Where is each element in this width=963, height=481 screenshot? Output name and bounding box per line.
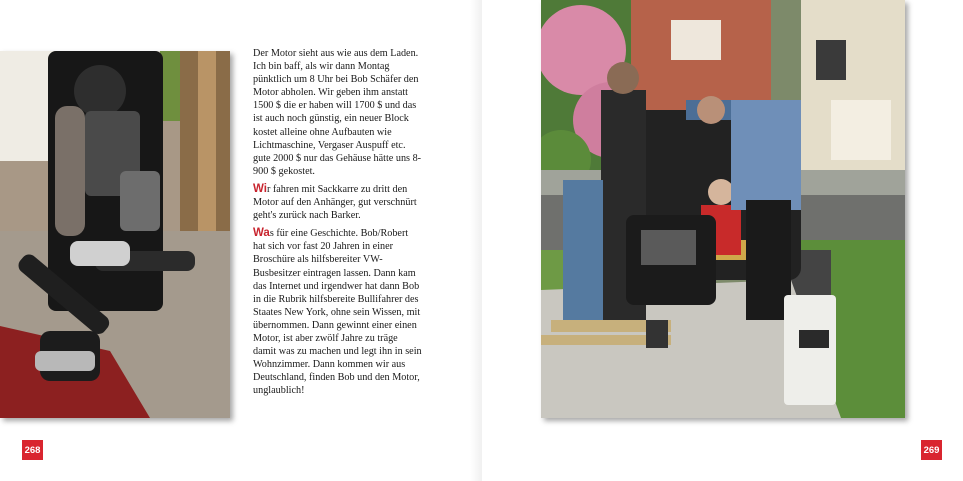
paragraph-3-text: s für eine Geschichte. Bob/Robert hat sich vor fast 20 Jahren in einer Broschüre als hilfsbereiter VW-Busbesitzer eintragen lassen. Dann kam das Internet und irgendwer hat dann Bob in die Rubrik hilfsbereite Bullifahrer des Staates New York, ohne sein Wissen, mit übernommen. Dann gewinnt einer einen Motor, ist aber zwölf Jahre zu träge damit was zu machen und legt ihn in sein Wohnzimmer. Dann kommen wir aus Deutschland, finden Bob und den Motor, unglaublich! (253, 228, 422, 397)
engine-photo (0, 51, 230, 418)
paragraph-1 (253, 47, 423, 178)
paragraph-2-dropcap: Wi (253, 182, 267, 195)
article-text (253, 47, 423, 402)
paragraph-3 (253, 227, 423, 397)
page-number-left: 268 (22, 440, 43, 460)
paragraph-2-text: r fahren mit Sackkarre zu dritt den Motor auf den Anhänger, gut verschnürt geht's zurück nach Barker. (253, 183, 417, 222)
left-page (0, 0, 481, 481)
paragraph-2 (253, 183, 423, 222)
paragraph-3-dropcap: Wa (253, 227, 270, 240)
loading-photo (541, 0, 905, 418)
page-number-right: 269 (921, 440, 942, 460)
paragraph-1-text: Der Motor sieht aus wie aus dem Laden. Ich bin baff, als wir dann Montag pünktlich um 8 Uhr bei Bob Schäfer den Motor abholen. Wir geben ihm anstatt 1500 $ die er haben will 1700 $ und das ist auch noch günstig, ein neuer Block kostet alleine ohne Aufbauten wie Lichtmaschine, Vergaser Auspuff etc. gute 2000 $ nur das Gehäuse hätte uns 8-900 $ gekostet. (253, 48, 422, 177)
